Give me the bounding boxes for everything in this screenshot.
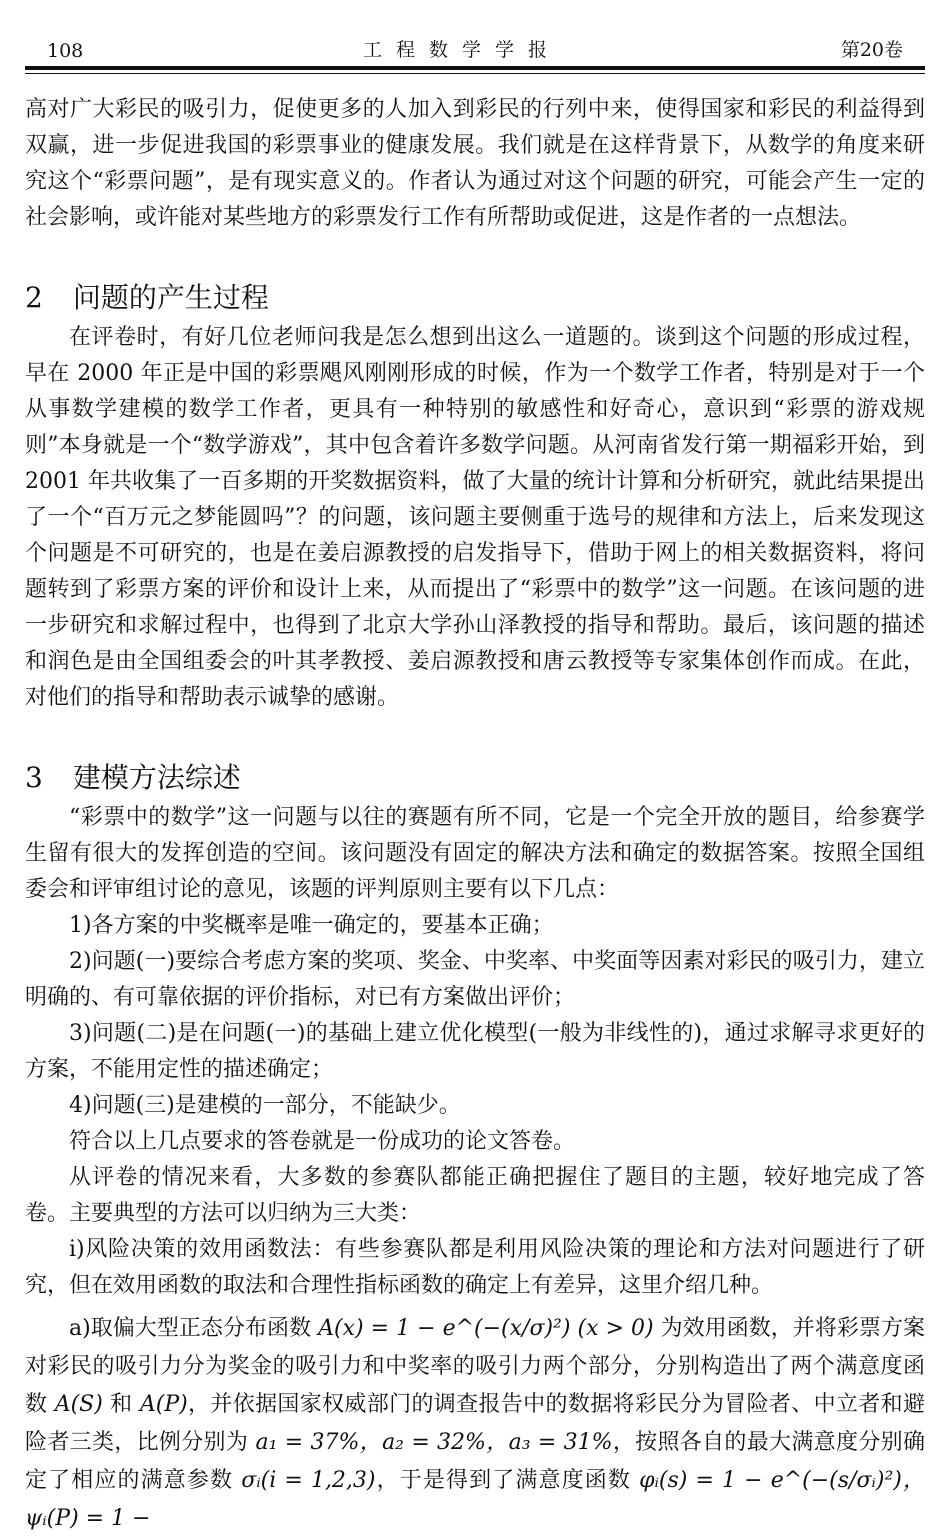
section-2-heading — [25, 278, 925, 318]
section-3-number: 3 — [25, 761, 43, 794]
criteria-item-2: 2)问题(一)要综合考虑方案的奖项、奖金、中奖率、中奖面等因素对彩民的吸引力，建立明确的、有可靠依据的评价指标，对已有方案做出评价； — [25, 949, 925, 1010]
conjunction-and: 和 — [110, 1392, 133, 1417]
section-2-number: 2 — [25, 281, 43, 314]
running-header — [25, 0, 925, 62]
criteria-item-4: 4)问题(三)是建模的一部分，不能缺少。 — [69, 1093, 461, 1118]
method-a-text-4: ，按照各自的最大满意度分别确定了相应的满意参数 — [25, 1430, 925, 1493]
journal-title: 工程数学学报 — [363, 39, 562, 61]
section-3-paragraph-1: “彩票中的数学”这一问题与以往的赛题有所不同，它是一个完全开放的题目，给参赛学生留有很大的发挥创造的空间。该问题没有固定的解决方法和确定的数据答案。按照全国组委会和评审组讨论的意见，该题的评判原则主要有以下几点： — [25, 805, 925, 902]
method-a-paragraph — [25, 1310, 925, 1538]
section-2-title: 问题的产生过程 — [72, 281, 269, 314]
section-3-paragraph-2: 符合以上几点要求的答卷就是一份成功的论文答卷。 — [69, 1129, 576, 1154]
intro-paragraph: 高对广大彩民的吸引力，促使更多的人加入到彩民的行列中来，使得国家和彩民的利益得到双赢，进一步促进我国的彩票事业的健康发展。我们就是在这样背景下，从数学的角度来研究这个“彩票问题”，是有现实意义的。作者认为通过对这个问题的研究，可能会产生一定的社会影响，或许能对某些地方的彩票发行工作有所帮助或促进，这是作者的一点想法。 — [25, 97, 925, 230]
header-rule-thin — [25, 73, 925, 74]
method-i-paragraph: i)风险决策的效用函数法：有些参赛队都是利用风险决策的理论和方法对问题进行了研究，但在效用函数的取法和合理性指标函数的确定上有差异，这里介绍几种。 — [25, 1237, 925, 1298]
criteria-item-3: 3)问题(二)是在问题(一)的基础上建立优化模型(一般为非线性的)，通过求解寻求更好的方案，不能用定性的描述确定； — [25, 1021, 925, 1082]
criteria-item-1: 1)各方案的中奖概率是唯一确定的，要基本正确； — [69, 913, 554, 938]
phi-psi-functions: φᵢ(s) = 1 − e^(−(s/σᵢ)²)，ψᵢ(P) = 1 − — [25, 1468, 926, 1531]
ratio-values: a₁ = 37%，a₂ = 32%，a₃ = 31% — [255, 1430, 613, 1455]
section-3-title: 建模方法综述 — [72, 761, 241, 794]
sigma-parameters: σᵢ(i = 1,2,3) — [241, 1468, 376, 1493]
method-a-text-2: 为效用函数，并将彩票方案对彩民的吸引力分为奖金的吸引力和中奖率的吸引力两个部分，分别构造出了两个满意度函数 — [25, 1316, 925, 1417]
header-rule-thick — [25, 66, 925, 70]
section-3-heading — [25, 758, 925, 798]
method-a-text-3: ，并依据国家权威部门的调查报告中的数据将彩民分为冒险者、中立者和避险者三类，比例分别为 — [25, 1392, 925, 1455]
section-2-paragraph: 在评卷时，有好几位老师问我是怎么想到出这么一道题的。谈到这个问题的形成过程，早在 2000 年正是中国的彩票飓风刚刚形成的时候，作为一个数学工作者，特别是对于一个从事数学建模的数学工作者，更具有一种特别的敏感性和好奇心，意识到“彩票的游戏规则”本身就是一个“数学游戏”，其中包含着许多数学问题。从河南省发行第一期福彩开始，到 2001 年共收集了一百多期的开奖数据资料，做了大量的统计计算和分析研究，就此结果提出了一个“百万元之梦能圆吗”？的问题，该问题主要侧重于选号的规律和方法上，后来发现这个问题是不可研究的，也是在姜启源教授的启发指导下，借助于网上的相关数据资料，将问题转到了彩票方案的评价和设计上来，从而提出了“彩票中的数学”这一问题。在该问题的进一步研究和求解过程中，也得到了北京大学孙山泽教授的指导和帮助。最后，该问题的描述和润色是由全国组委会的叶其孝教授、姜启源教授和唐云教授等专家集体创作而成。在此，对他们的指导和帮助表示诚挚的感谢。 — [25, 325, 925, 710]
volume-label: 第20卷 — [840, 39, 903, 61]
satisfaction-function-s: A(S) — [54, 1392, 103, 1417]
section-3-paragraph-3: 从评卷的情况来看，大多数的参赛队都能正确把握住了题目的主题，较好地完成了答卷。主要典型的方法可以归纳为三大类： — [25, 1165, 925, 1226]
utility-function-formula: A(x) = 1 − e^(−(x/σ)²) (x > 0) — [318, 1316, 654, 1341]
satisfaction-function-p: A(P) — [139, 1392, 188, 1417]
method-a-text-5: ，于是得到了满意度函数 — [375, 1468, 631, 1493]
page-number: 108 — [47, 40, 84, 62]
article-body — [25, 92, 925, 1538]
method-a-text-1: a)取偏大型正态分布函数 — [69, 1316, 312, 1341]
